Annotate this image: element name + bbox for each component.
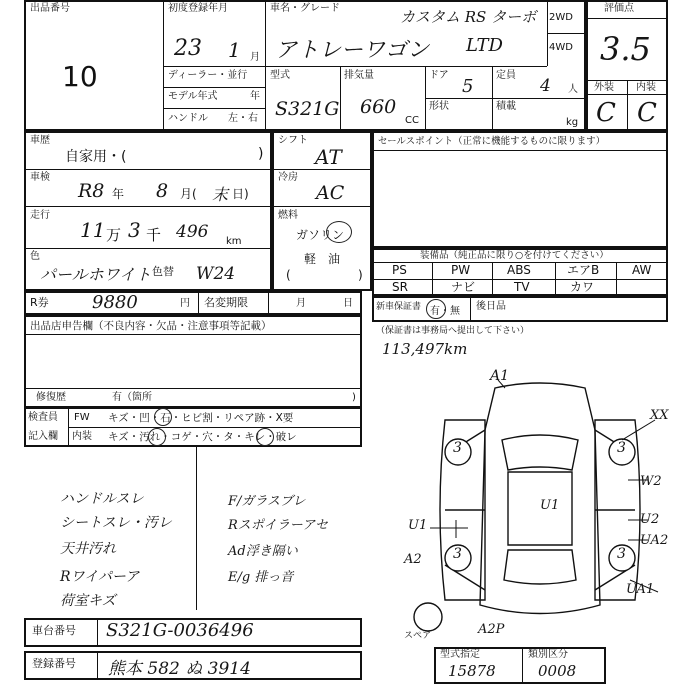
warranty-book-label: 後日品 — [476, 301, 506, 312]
first-reg-year: 23 — [174, 36, 202, 61]
inspector-label1: 検査員 — [28, 412, 58, 423]
mileage-sen-unit: 千 — [146, 226, 162, 244]
deadline-day-unit: 日 — [343, 298, 353, 309]
tire-fl-grade: 3 — [453, 440, 462, 456]
color-label: 色 — [30, 251, 40, 262]
note-left-4: Rワイパーア — [60, 569, 140, 585]
spare-tire — [414, 603, 442, 631]
note-right-3: Ad浮き隔い — [228, 544, 298, 559]
inspection-value: R8 — [78, 180, 105, 202]
spare-label: スペア — [404, 631, 432, 641]
load-unit: kg — [566, 117, 579, 128]
capacity-unit: 人 — [568, 84, 578, 95]
tire-rr-grade: 3 — [617, 546, 626, 562]
designation-label: 型式指定 — [440, 649, 480, 660]
trim-value: LTD — [466, 35, 503, 56]
inspection-day-unit: 日) — [232, 187, 249, 201]
repair-close: ) — [352, 392, 356, 403]
door-label: ドア — [429, 70, 449, 81]
interior-label: 内装 — [636, 82, 656, 93]
displacement-label: 排気量 — [344, 70, 374, 81]
repair-value: 有（箇所 — [112, 392, 152, 403]
model-year-label: モデル年式 — [168, 91, 218, 102]
drive-4wd: 4WD — [549, 42, 573, 53]
fuel-selected-mark — [326, 221, 352, 243]
equip-abs: ABS — [507, 263, 531, 277]
diagram-top: A1 — [490, 368, 510, 384]
diagram-right-4: UA1 — [626, 582, 655, 597]
recycle-value: 9880 — [92, 292, 138, 313]
displacement-value: 660 — [360, 96, 397, 118]
diagram-left-1: U1 — [408, 518, 428, 533]
note-right-4: E/g 排っ音 — [228, 570, 294, 585]
fuel-paren-open: ( — [286, 268, 291, 282]
aircon-label: 冷房 — [278, 172, 298, 183]
diagram-right-3: UA2 — [640, 533, 669, 548]
handle-options: 左・右 — [228, 113, 258, 124]
first-reg-month-unit: 月 — [250, 52, 260, 63]
equip-ps: PS — [392, 263, 407, 277]
shape-label: 形状 — [429, 101, 449, 112]
note-right-1: F/ガラスブレ — [228, 494, 306, 509]
fuel-diesel: 軽 油 — [304, 252, 341, 266]
note-left-5: 荷室キズ — [60, 593, 116, 609]
warranty-value: 113,497km — [382, 340, 468, 358]
fuel-label: 燃料 — [278, 210, 298, 221]
handle-label: ハンドル — [168, 113, 208, 124]
diagram-center: U1 — [540, 498, 560, 513]
score-label: 評価点 — [604, 3, 634, 14]
interior-items: キズ・汚れ・コゲ・穴・タ・キレ・破レ — [108, 431, 297, 443]
interior-row-label: 内装 — [72, 431, 92, 442]
diagram-left-2: A2 — [404, 552, 422, 567]
warranty-label: 新車保証書 — [376, 302, 422, 312]
declaration-label: 出品店申告欄（不良内容・欠品・注意事項等記載） — [30, 320, 272, 332]
equipment-label: 装備品（純正品に限り○を付けてください） — [420, 250, 609, 261]
note-left-3: 天井汚れ — [60, 541, 116, 557]
inspection-day: 末 — [212, 185, 229, 204]
mileage-unit: km — [226, 236, 242, 247]
first-reg-month: 1 — [228, 38, 241, 62]
exterior-label: 外装 — [594, 82, 614, 93]
tire-rl-grade: 3 — [453, 546, 462, 562]
mileage-label: 走行 — [30, 210, 50, 221]
interior-grade: C — [637, 98, 657, 128]
drive-2wd: 2WD — [549, 12, 573, 23]
history-close: ) — [258, 146, 264, 162]
sales-point-box — [372, 131, 668, 248]
diagram-right-2: U2 — [640, 512, 660, 527]
model-label: 型式 — [270, 70, 290, 81]
fw-items: キズ・凹・石・ヒビ割・リペア跡・X要 — [108, 412, 294, 424]
mileage-sen: 3 — [128, 218, 141, 242]
load-label: 積載 — [496, 101, 516, 112]
registration-label: 登録番号 — [32, 657, 76, 670]
equip-leather: カワ — [570, 280, 595, 294]
capacity-label: 定員 — [496, 70, 516, 81]
capacity-value: 4 — [540, 76, 551, 96]
door-value: 5 — [462, 76, 474, 97]
diagram-bottom: A2P — [478, 622, 505, 637]
fw-label: FW — [74, 412, 90, 423]
equip-pw: PW — [451, 263, 471, 277]
note-left-1: ハンドルスレ — [60, 491, 144, 507]
equip-airbag: エアB — [567, 263, 600, 277]
color-change-label: 色替 — [152, 265, 174, 278]
aircon-value: AC — [316, 182, 345, 204]
chassis-value: S321G-0036496 — [106, 620, 254, 641]
score-value: 3.5 — [600, 30, 651, 68]
car-windshield — [502, 435, 578, 470]
deadline-month-unit: 月 — [296, 298, 306, 309]
inspection-label: 車検 — [30, 172, 50, 183]
color-value: パールホワイト — [40, 265, 152, 284]
diagram-right-1: W2 — [640, 474, 662, 489]
equip-aw: AW — [632, 263, 652, 277]
car-name-value: アトレーワゴン — [275, 38, 430, 63]
repair-label: 修復歴 — [36, 392, 66, 403]
car-rear-window — [504, 550, 576, 584]
grade-value: カスタム RS ターボ — [400, 8, 537, 26]
mileage-man-unit: 万 — [106, 226, 122, 244]
dealer-label: ディーラー・並行 — [168, 70, 248, 81]
recycle-label: R券 — [30, 296, 49, 309]
diagram-right-top: XX — [650, 408, 669, 423]
tire-fr-grade: 3 — [617, 440, 626, 456]
color-code: W24 — [196, 264, 236, 284]
inspection-month-unit: 月( — [180, 187, 197, 201]
inspector-label2: 記入欄 — [28, 431, 58, 442]
lot-number: 10 — [62, 60, 98, 93]
inspection-year-unit: 年 — [112, 187, 125, 201]
note-left-2: シートスレ・汚レ — [60, 515, 172, 531]
lot-label: 出品番号 — [30, 3, 70, 14]
shift-label: シフト — [278, 135, 308, 146]
registration-value: 熊本 582 ぬ 3914 — [108, 659, 251, 679]
fuel-paren-close: ) — [358, 268, 363, 282]
recycle-box — [24, 291, 362, 315]
model-year-unit: 年 — [250, 91, 260, 102]
inspection-month: 8 — [156, 180, 169, 202]
fw-selected-mark — [154, 408, 172, 426]
history-label: 車歴 — [30, 135, 50, 146]
mileage-rest: 496 — [176, 222, 209, 242]
first-reg-label: 初度登録年月 — [168, 3, 228, 14]
name-grade-label: 車名・グレード — [270, 3, 340, 14]
category-label: 類別区分 — [528, 649, 568, 660]
category-value: 0008 — [538, 662, 577, 680]
shift-value: AT — [315, 145, 342, 169]
recycle-unit: 円 — [180, 298, 190, 309]
equip-sr: SR — [392, 280, 408, 294]
designation-value: 15878 — [448, 662, 496, 680]
note-right-2: Rスポイラーアセ — [228, 518, 329, 533]
equip-navi: ナビ — [451, 280, 476, 294]
deadline-label: 名変期限 — [204, 296, 248, 309]
displacement-unit: CC — [405, 115, 419, 126]
mileage-man: 11 — [80, 218, 106, 242]
interior-ta-mark — [256, 428, 274, 446]
chassis-label: 車台番号 — [32, 624, 76, 637]
warranty-selected-mark — [426, 299, 446, 319]
exterior-grade: C — [596, 98, 616, 128]
warranty-options: 有・無 — [430, 306, 460, 317]
fuel-value: ガソリン — [296, 228, 345, 242]
sales-point-label: セールスポイント（正常に機能するものに限ります） — [378, 136, 606, 147]
model-value: S321G — [275, 98, 340, 120]
equip-tv: TV — [514, 280, 530, 294]
interior-dirt-mark — [148, 428, 166, 446]
warranty-note: （保証書は事務局へ提出して下さい） — [376, 326, 530, 336]
history-value: 自家用・( — [65, 149, 127, 165]
